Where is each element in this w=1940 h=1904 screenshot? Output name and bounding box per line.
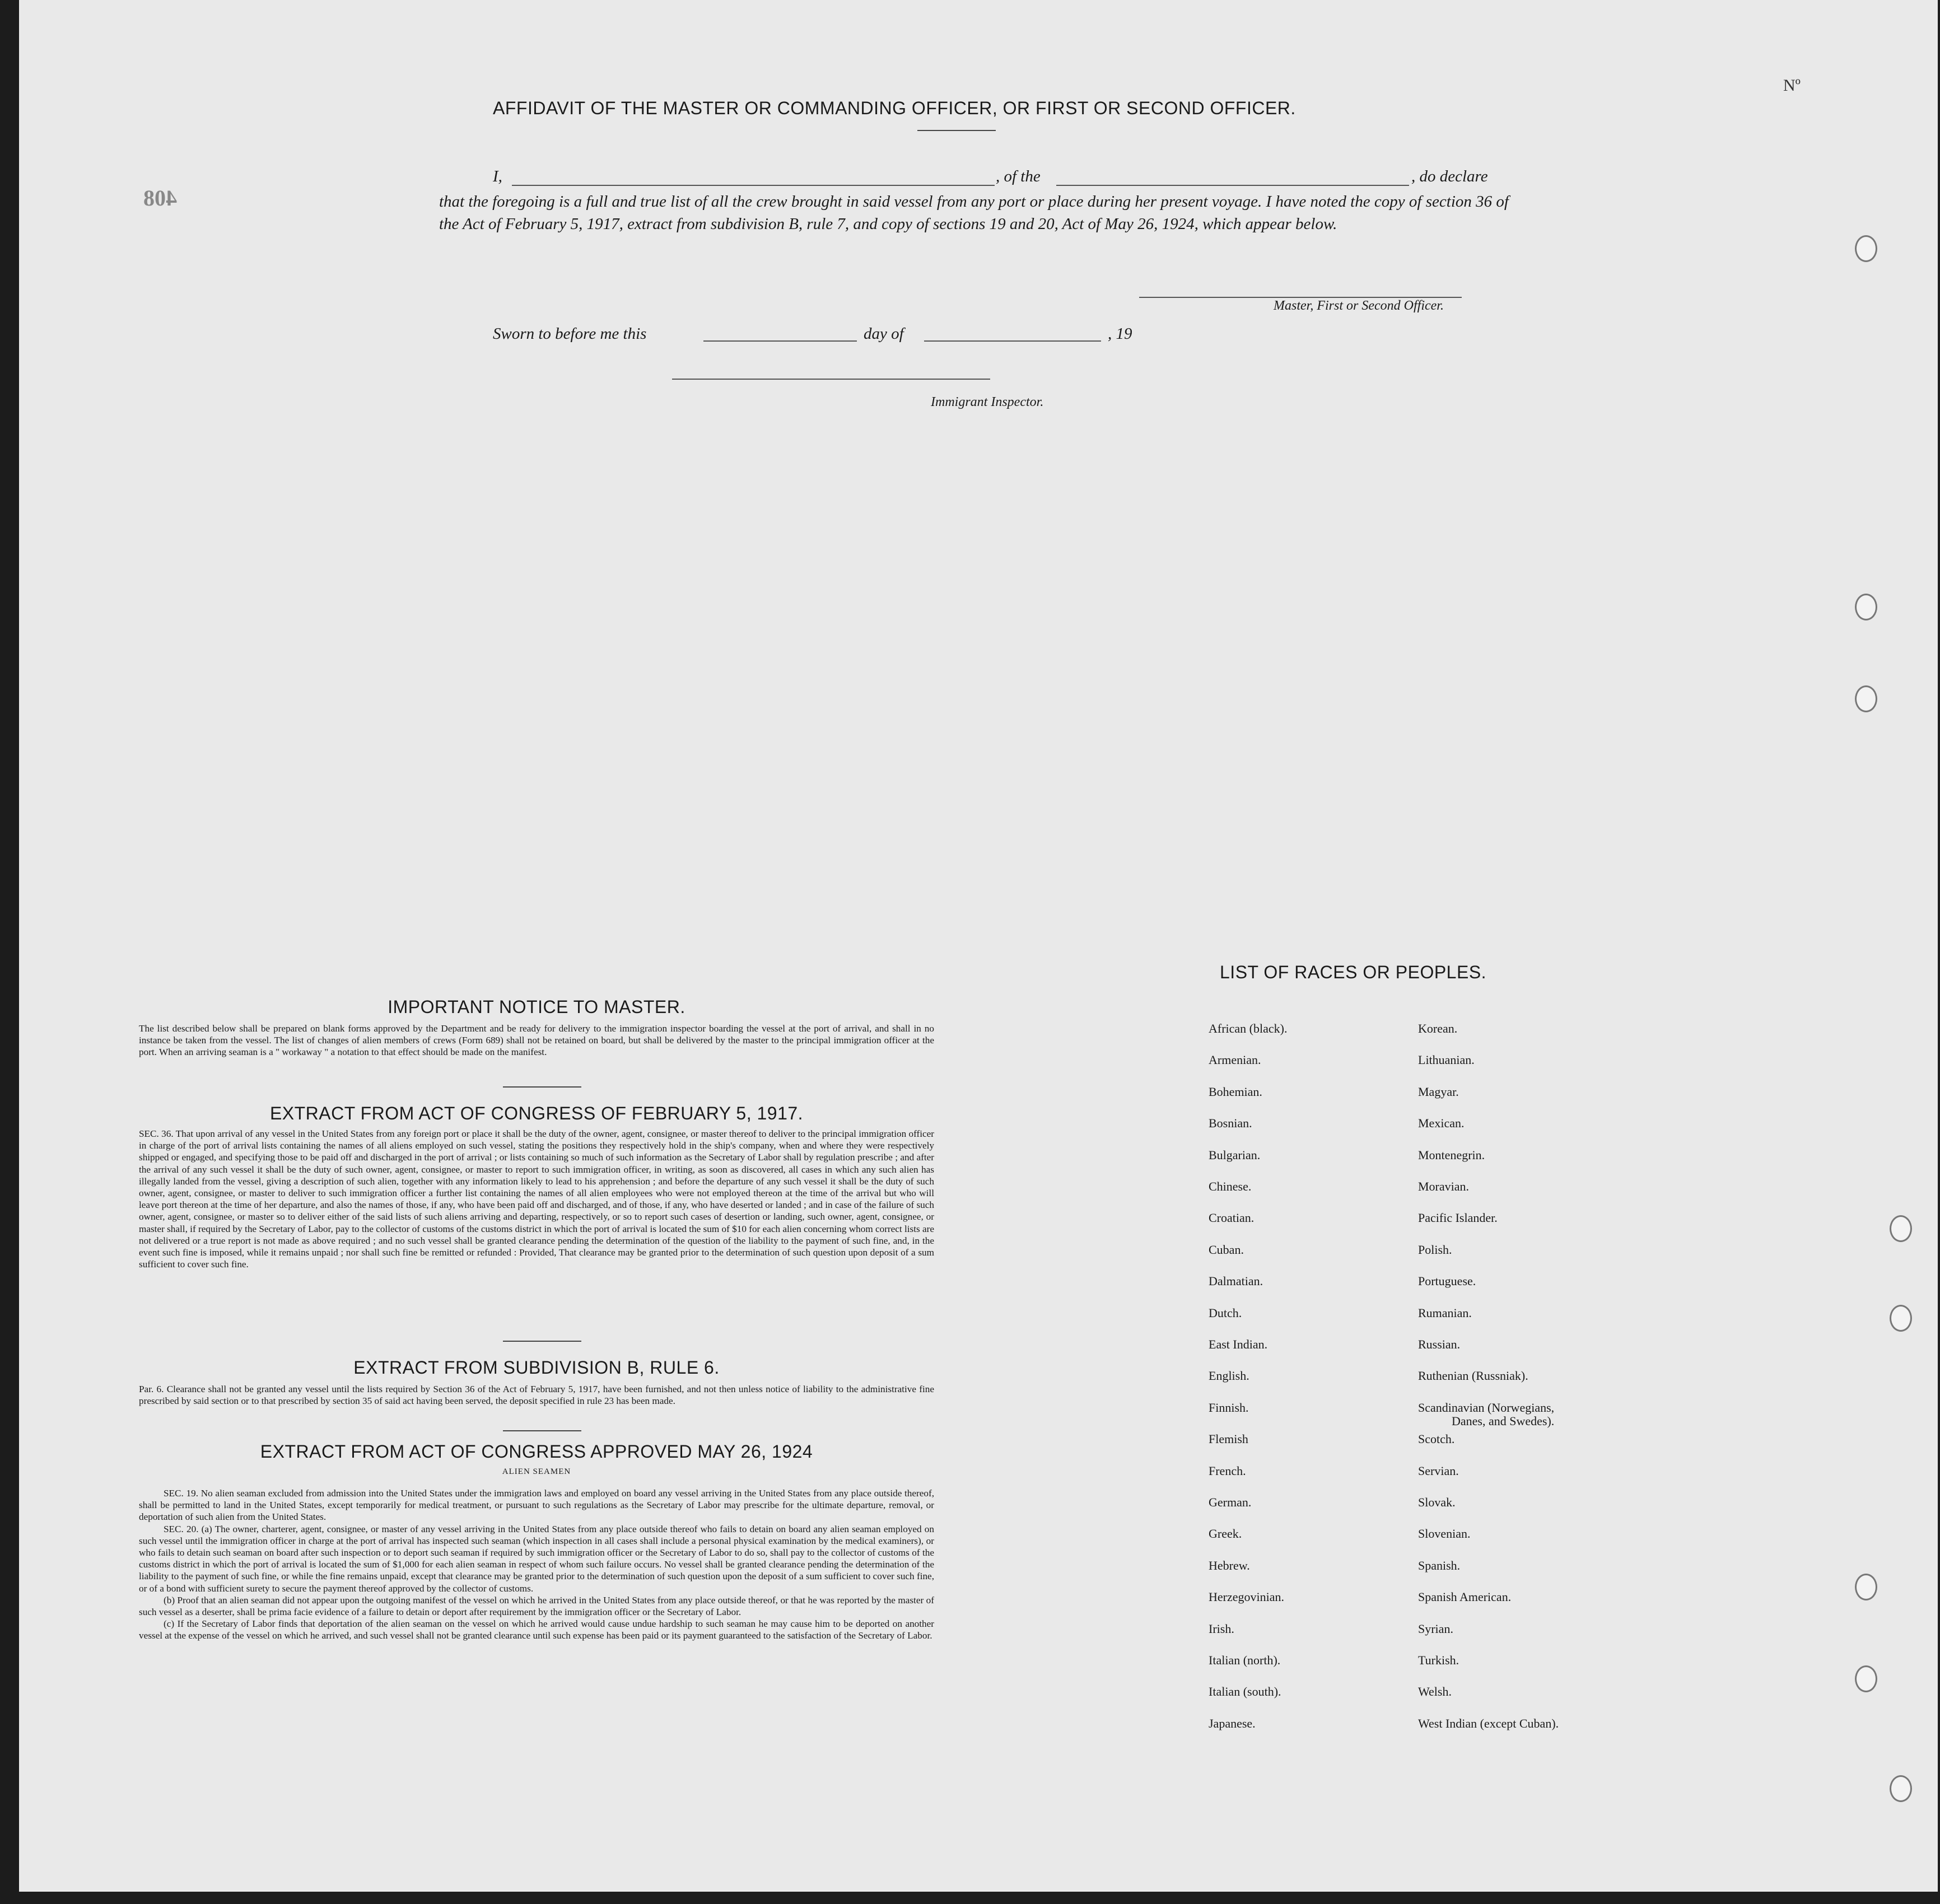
race-item: Montenegrin. bbox=[1418, 1147, 1485, 1162]
race-item: Scotch. bbox=[1418, 1432, 1455, 1446]
act-1924-title: EXTRACT FROM ACT OF CONGRESS APPROVED MAY 26, 1924 bbox=[260, 1441, 813, 1462]
inspector-signature-label: Immigrant Inspector. bbox=[931, 395, 1044, 409]
day-of-label: day of bbox=[864, 325, 904, 343]
race-item: Finnish. bbox=[1209, 1400, 1249, 1415]
act-1924-sec-20c: (c) If the Secretary of Labor finds that deportation of the alien seaman on the vessel on which he arrived would cause undue hardship to such seaman he may cause him to be deported on another vessel at the expense of the vessel on which he arrived, and such vessel shall not be granted clearance until such expense has been paid or its payment guaranteed to the satisfaction of the Secretary of Labor. bbox=[139, 1618, 934, 1641]
section-divider bbox=[503, 1430, 581, 1431]
vessel-label: , of the bbox=[996, 167, 1041, 185]
race-item: Spanish American. bbox=[1418, 1590, 1512, 1604]
race-item: Welsh. bbox=[1418, 1684, 1452, 1699]
alien-seamen-subtitle: ALIEN SEAMEN bbox=[502, 1467, 571, 1476]
form-number-mark: Nº bbox=[1783, 76, 1801, 95]
act-1924-sec-20b: (b) Proof that an alien seaman did not appear upon the outgoing manifest of the vessel on which he arrived in the United States from any place outside thereof, or that he was reported by the master of such vessel as a deserter, shall be prima facie evidence of a failure to detain or deport after requirement by the immigration officer or the Secretary of Labor. bbox=[139, 1594, 934, 1618]
sworn-label: Sworn to before me this bbox=[493, 325, 647, 343]
act-1924-sec-19: SEC. 19. No alien seaman excluded from admission into the United States under the immigration laws and employed on board any vessel arriving in the United States from any place outside thereof, shall be permitted to land in the United States, except temporarily for medical treatment, or pursuant to such regulations as the Secretary of Labor may prescribe for the ultimate departure, removal, or deportation of such alien from the United States. bbox=[139, 1488, 934, 1523]
races-title: LIST OF RACES OR PEOPLES. bbox=[1220, 962, 1487, 982]
punch-hole bbox=[1855, 1665, 1877, 1692]
document-sheet bbox=[19, 0, 1938, 1892]
race-item: Pacific Islander. bbox=[1418, 1211, 1498, 1225]
race-item: West Indian (except Cuban). bbox=[1418, 1716, 1559, 1730]
race-item: Irish. bbox=[1209, 1621, 1234, 1636]
race-item: Slovak. bbox=[1418, 1495, 1456, 1509]
race-item: Slovenian. bbox=[1418, 1527, 1471, 1541]
race-item: Cuban. bbox=[1209, 1242, 1244, 1257]
race-item: Greek. bbox=[1209, 1527, 1242, 1541]
punch-hole bbox=[1855, 235, 1877, 262]
declare-label: , do declare bbox=[1411, 167, 1488, 185]
race-item: Bulgarian. bbox=[1209, 1147, 1261, 1162]
rule-6-body: Par. 6. Clearance shall not be granted any vessel until the lists required by Section 36 of the Act of February 5, 1917, have been furnished, and not then unless notice of liability to the administrative fine prescribed by said section or to that prescribed by section 35 of said act having been served, the deposit specified in rule 23 has been made. bbox=[139, 1384, 934, 1407]
race-item: French. bbox=[1209, 1463, 1246, 1478]
race-item: African (black). bbox=[1209, 1021, 1288, 1035]
punch-hole bbox=[1890, 1215, 1912, 1242]
race-item: Russian. bbox=[1418, 1337, 1461, 1351]
race-item: Lithuanian. bbox=[1418, 1053, 1475, 1067]
race-item: Italian (south). bbox=[1209, 1684, 1281, 1699]
race-item: Polish. bbox=[1418, 1242, 1452, 1257]
act-1917-body: SEC. 36. That upon arrival of any vessel in the United States from any foreign port or place it shall be the duty of the owner, agent, consignee, or master thereof to deliver to the principal immigration officer in charge of the port of arrival lists containing the names of all aliens employed on such vessel, stating the positions they respectively hold in the ship's company, when and where they were respectively shipped or engaged, and specifying those to be paid off and discharged in the port of arrival ; or lists containing so much of such information as the Secretary of Labor shall by regulation prescribe ; and after the arrival of any such vessel it shall be the duty of such owner, agent, consignee, or master to report to such immigration officer, in writing, as soon as discovered, all cases in which any such alien has illegally landed from the vessel, giving a description of such alien, together with any information likely to lead to his apprehension ; and before the departure of any such vessel it shall be the duty of such owner, agent, consignee, or master to deliver to such immigration officer a further list containing the names of all alien employees who were not employed thereon at the time of the arrival but who will leave port thereon at the time of her departure, and also the names of those, if any, who have been paid off and discharged, and of those, if any, who have deserted or landed ; and in case of the failure of such owner, agent, consignee, or master so to deliver either of the said lists of such aliens arriving and departing, respectively, or so to report such cases of desertion or landing, such owner, agent, consignee, or master shall, if required by the Secretary of Labor, pay to the collector of customs of the customs district in which the port of arrival is located the sum of $10 for each alien concerning whom correct lists are not delivered or a true report is not made as above required ; and no such vessel shall be granted clearance pending the determination of the question of the liability to the payment of such fine, and, in the event such fine is imposed, while it remains unpaid ; nor shall such fine be remitted or refunded : Provided, That clearance may be granted prior to the determination of such question upon deposit of a sum sufficient to cover such fine. bbox=[139, 1128, 934, 1270]
vessel-name-field[interactable] bbox=[1056, 185, 1409, 186]
section-divider bbox=[503, 1341, 581, 1342]
act-1924-sec-20a: SEC. 20. (a) The owner, charterer, agent, consignee, or master of any vessel arriving in the United States from any place outside thereof who fails to detain on board any alien seaman employed on such vessel until the immigration officer in charge at the port of arrival has inspected such seaman (which inspection in all cases shall include a personal physical examination by the medical examiners), or who fails to detain such seaman on board after such inspection or to deport such seaman if required by such immigration officer or the Secretary of Labor to do so, shall pay to the collector of customs of the customs district in which the port of arrival is located the sum of $1,000 for each alien seaman in respect of whom such failure occurs. No vessel shall be granted clearance pending the determination of the liability to the payment of such fine, or while the fine remains unpaid, except that clearance may be granted prior to the determination of such question upon the deposit of a sum sufficient to cover such fine, or of a bond with sufficient surety to secure the payment thereof approved by the collector of customs. bbox=[139, 1523, 934, 1594]
affidavit-title: AFFIDAVIT OF THE MASTER OR COMMANDING OFFICER, OR FIRST OR SECOND OFFICER. bbox=[493, 98, 1296, 118]
affidavit-body: that the foregoing is a full and true list of all the crew brought in said vessel from any port or place during her present voyage. I have noted the copy of section 36 of the Act of February 5, 1917, extract from subdivision B, rule 7, and copy of sections 19 and 20, Act of May 26, 1924, which appear below. bbox=[439, 193, 1509, 233]
race-item: Rumanian. bbox=[1418, 1305, 1472, 1320]
sworn-month-field[interactable] bbox=[924, 340, 1101, 342]
punch-hole bbox=[1890, 1775, 1912, 1802]
race-item: Croatian. bbox=[1209, 1211, 1255, 1225]
race-item: Magyar. bbox=[1418, 1084, 1459, 1099]
race-item: Chinese. bbox=[1209, 1179, 1252, 1193]
race-item: Dutch. bbox=[1209, 1305, 1242, 1320]
race-item: Portuguese. bbox=[1418, 1274, 1476, 1289]
race-item: Turkish. bbox=[1418, 1653, 1459, 1667]
inspector-signature-field[interactable] bbox=[672, 379, 990, 380]
race-item: Flemish bbox=[1209, 1432, 1248, 1446]
race-item: Spanish. bbox=[1418, 1558, 1461, 1572]
punch-hole bbox=[1890, 1305, 1912, 1332]
race-item: Ruthenian (Russniak). bbox=[1418, 1369, 1528, 1383]
race-item: German. bbox=[1209, 1495, 1252, 1509]
race-item: Bosnian. bbox=[1209, 1116, 1252, 1131]
sworn-day-field[interactable] bbox=[703, 340, 857, 342]
race-item: Japanese. bbox=[1209, 1716, 1256, 1730]
affiant-label: I, bbox=[493, 167, 502, 185]
notice-title: IMPORTANT NOTICE TO MASTER. bbox=[388, 997, 685, 1017]
affidavit-divider bbox=[917, 130, 996, 131]
notice-body: The list described below shall be prepared on blank forms approved by the Department and be ready for delivery to the immigration inspector boarding the vessel at the port of arrival, and shall in no instance be taken from the vessel. The list of changes of alien members of crews (Form 689) shall not be retained on board, but shall be delivered by the master to the principal immigration officer at the port. When an arriving seaman is a " workaway " a notation to that effect should be made on the manifest. bbox=[139, 1023, 934, 1058]
race-item: Danes, and Swedes). bbox=[1452, 1413, 1555, 1428]
race-item: Dalmatian. bbox=[1209, 1274, 1263, 1289]
act-1917-title: EXTRACT FROM ACT OF CONGRESS OF FEBRUARY 5, 1917. bbox=[269, 1103, 804, 1123]
race-item: Armenian. bbox=[1209, 1053, 1261, 1067]
race-item: East Indian. bbox=[1209, 1337, 1268, 1351]
race-item: Servian. bbox=[1418, 1463, 1459, 1478]
punch-hole bbox=[1855, 594, 1877, 620]
section-divider bbox=[503, 1086, 581, 1088]
act-1924-body bbox=[139, 1487, 934, 1642]
margin-number: 408 bbox=[143, 185, 177, 211]
punch-hole bbox=[1855, 1574, 1877, 1600]
race-item: English. bbox=[1209, 1369, 1249, 1383]
punch-hole bbox=[1855, 685, 1877, 712]
master-signature-field[interactable] bbox=[1139, 297, 1462, 298]
race-item: Syrian. bbox=[1418, 1621, 1453, 1636]
race-item: Scandinavian (Norwegians, bbox=[1418, 1400, 1555, 1415]
master-signature-label: Master, First or Second Officer. bbox=[1274, 298, 1444, 313]
race-item: Hebrew. bbox=[1209, 1558, 1250, 1572]
affiant-name-field[interactable] bbox=[512, 185, 995, 186]
race-item: Herzegovinian. bbox=[1209, 1590, 1284, 1604]
race-item: Mexican. bbox=[1418, 1116, 1465, 1131]
race-item: Korean. bbox=[1418, 1021, 1458, 1035]
race-item: Italian (north). bbox=[1209, 1653, 1281, 1667]
race-item: Moravian. bbox=[1418, 1179, 1470, 1193]
race-item: Bohemian. bbox=[1209, 1084, 1262, 1099]
rule-6-title: EXTRACT FROM SUBDIVISION B, RULE 6. bbox=[353, 1357, 720, 1378]
year-label: , 19 bbox=[1108, 325, 1132, 343]
